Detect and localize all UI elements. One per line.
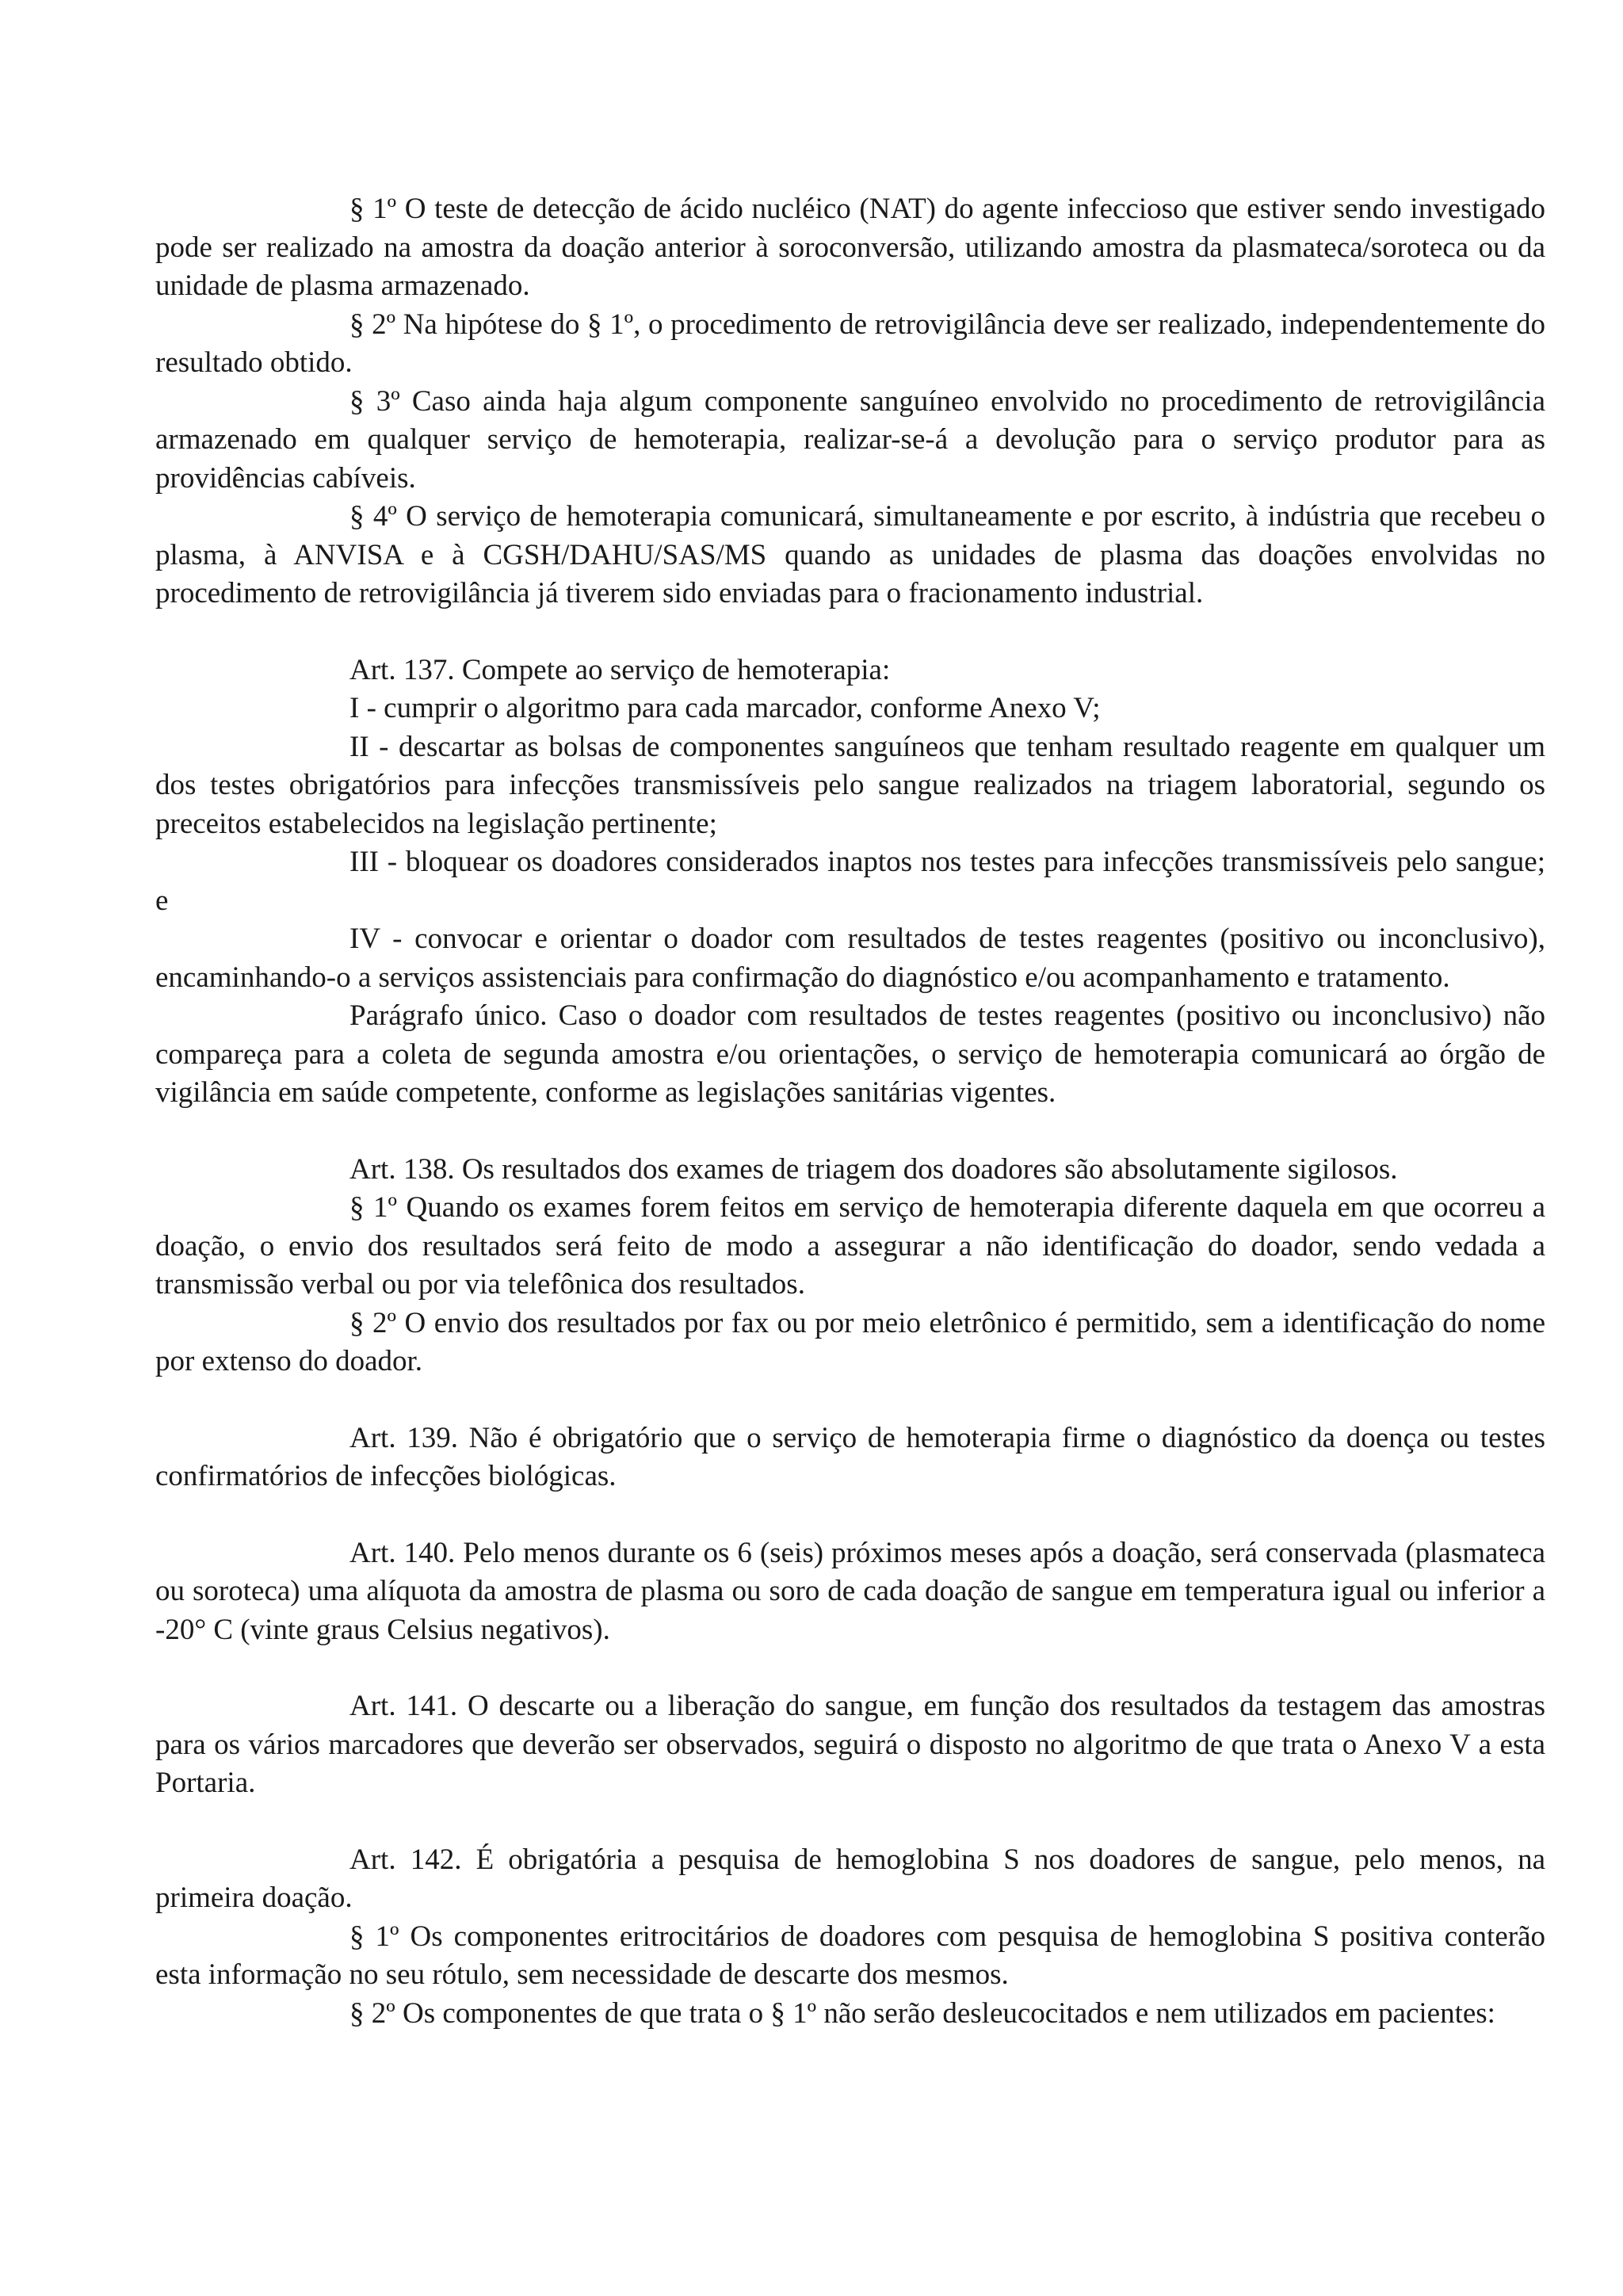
paragraph-art139: Art. 139. Não é obrigatório que o serviço de hemoterapia firme o diagnóstico da doença ou testes confirmatórios de infecções biológicas. — [155, 1421, 1545, 1492]
paragraph-art141: Art. 141. O descarte ou a liberação do sangue, em função dos resultados da testagem das amostras para os vários marcadores que deverão ser observados, seguirá o disposto no algoritmo de que trata o Anexo V a esta Portaria. — [155, 1690, 1545, 1799]
paragraph-art137-item-ii: II - descartar as bolsas de componentes sanguíneos que tenham resultado reagente em qualquer um dos testes obrigatórios para infecções transmissíveis pelo sangue realizados na triagem laboratorial, segundo os preceitos estabelecidos na legislação pertinente; — [155, 730, 1545, 840]
paragraph-art136-p1: § 1º O teste de detecção de ácido nucléico (NAT) do agente infeccioso que estiver sendo investigado pode ser realizado na amostra da doação anterior à soroconversão, utilizando amostra da plasmateca/soroteca ou da unidade de plasma armazenado. — [155, 193, 1545, 302]
paragraph-art136-p3: § 3º Caso ainda haja algum componente sanguíneo envolvido no procedimento de retrovigilância armazenado em qualquer serviço de hemoterapia, realizar-se-á a devolução para o serviço produtor para as providências cabíveis. — [155, 384, 1545, 495]
paragraph-art136-p2: § 2º Na hipótese do § 1º, o procedimento de retrovigilância deve ser realizado, independentemente do resultado obtido. — [155, 308, 1545, 379]
paragraph-art136-p4: § 4º O serviço de hemoterapia comunicará, simultaneamente e por escrito, à indústria que recebeu o plasma, à ANVISA e à CGSH/DAHU/SAS/MS quando as unidades de plasma das doações envolvidas no procedimento de retrovigilância já tiverem sido enviadas para o fracionamento industrial. — [155, 500, 1545, 609]
paragraph-art137-item-iii: III - bloquear os doadores considerados inaptos nos testes para infecções transmissíveis pelo sangue; e — [155, 846, 1545, 917]
document-page — [155, 190, 1545, 2033]
paragraph-art138-p2: § 2º O envio dos resultados por fax ou por meio eletrônico é permitido, sem a identificação do nome por extenso do doador. — [155, 1306, 1545, 1377]
paragraph-art142-heading: Art. 142. É obrigatória a pesquisa de hemoglobina S nos doadores de sangue, pelo menos, na primeira doação. — [155, 1843, 1545, 1914]
paragraph-art142-p2: § 2º Os componentes de que trata o § 1º não serão desleucocitados e nem utilizados em pacientes: — [349, 1996, 1495, 2030]
paragraph-art137-item-iv: IV - convocar e orientar o doador com resultados de testes reagentes (positivo ou inconclusivo), encaminhando-o a serviços assistenciais para confirmação do diagnóstico e/ou acompanhamento e tratamento. — [155, 923, 1545, 994]
paragraph-art142-p1: § 1º Os componentes eritrocitários de doadores com pesquisa de hemoglobina S positiva conterão esta informação no seu rótulo, sem necessidade de descarte dos mesmos. — [155, 1920, 1545, 1991]
paragraph-art137-item-i: I - cumprir o algoritmo para cada marcador, conforme Anexo V; — [349, 692, 1101, 724]
paragraph-art138-heading: Art. 138. Os resultados dos exames de triagem dos doadores são absolutamente sigilosos. — [349, 1152, 1398, 1186]
paragraph-art137-heading: Art. 137. Compete ao serviço de hemoterapia: — [349, 653, 891, 686]
paragraph-art140: Art. 140. Pelo menos durante os 6 (seis) próximos meses após a doação, será conservada (plasmateca ou soroteca) uma alíquota da amostra de plasma ou soro de cada doação de sangue em temperatura igual ou inferior a -20° C (vinte graus Celsius negativos). — [155, 1536, 1545, 1646]
paragraph-art137-paragrafo-unico: Parágrafo único. Caso o doador com resultados de testes reagentes (positivo ou inconclusivo) não compareça para a coleta de segunda amostra e/ou orientações, o serviço de hemoterapia comunicará ao órgão de vigilância em saúde competente, conforme as legislações sanitárias vigentes. — [155, 999, 1545, 1109]
paragraph-art138-p1: § 1º Quando os exames forem feitos em serviço de hemoterapia diferente daquela em que ocorreu a doação, o envio dos resultados será feito de modo a assegurar a não identificação do doador, sendo vedada a transmissão verbal ou por via telefônica dos resultados. — [155, 1191, 1545, 1301]
